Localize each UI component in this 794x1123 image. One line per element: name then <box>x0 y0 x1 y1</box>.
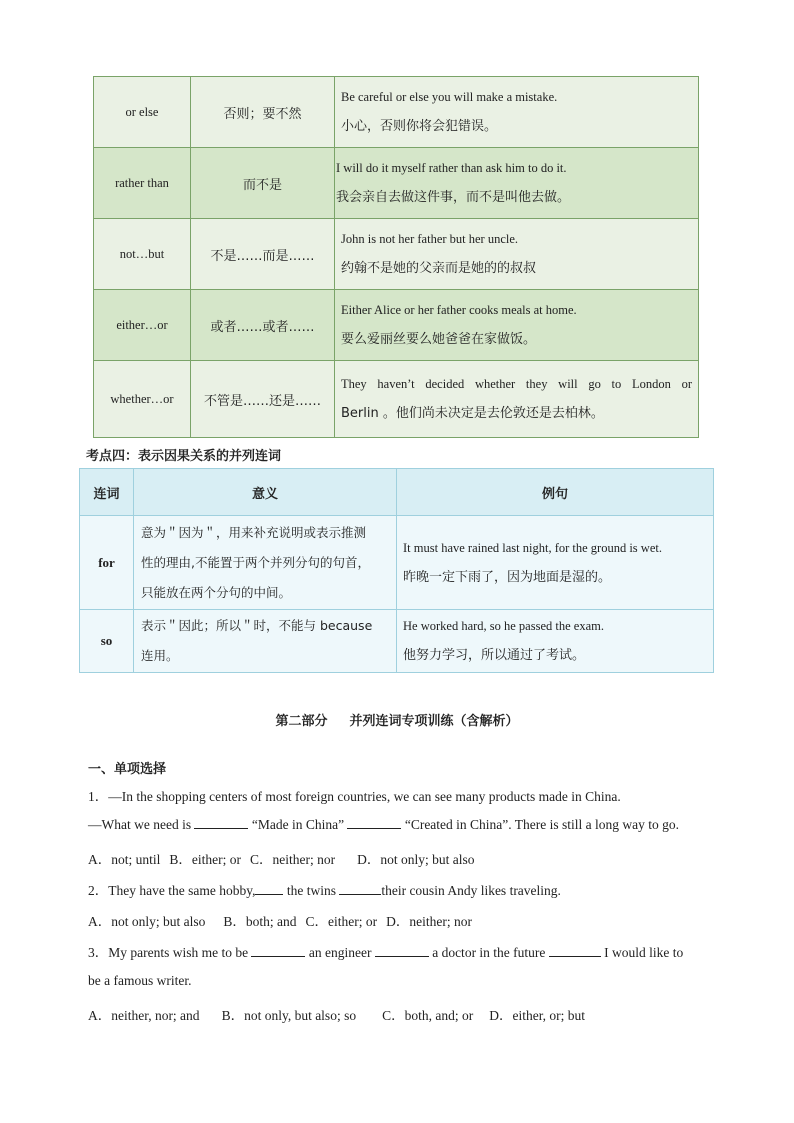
text: I would like to <box>600 945 684 960</box>
question-1-line2 <box>88 816 679 833</box>
meaning-cell: 而不是 <box>191 148 335 219</box>
conjunction-cell: either…or <box>94 290 191 361</box>
example-zh: 小心，否则你将会犯错误。 <box>341 119 498 134</box>
example-en: They haven’t decided whether they will go to London or <box>341 377 692 391</box>
option-a: A．neither, nor; and <box>88 1008 200 1023</box>
meaning-cell: 或者……或者…… <box>191 290 335 361</box>
option-a: A．not only; but also <box>88 914 206 929</box>
conjunction-cell: so <box>80 610 134 673</box>
example-zh: 昨晚一定下雨了，因为地面是湿的。 <box>403 569 612 585</box>
section-heading: 一、单项选择 <box>88 762 167 777</box>
answer-blank <box>251 944 305 957</box>
option-d: D．not only; but also <box>357 852 475 867</box>
option-b: B．not only, but also; so <box>221 1008 357 1023</box>
conjunction-cell: not…but <box>94 219 191 290</box>
meaning-cell <box>134 516 397 610</box>
text: 2．They have the same hobby, <box>88 883 256 898</box>
answer-blank <box>255 882 283 895</box>
conjunction-cell: for <box>80 516 134 610</box>
header-conjunction: 连词 <box>80 469 134 516</box>
option-c: C．both, and; or <box>382 1008 474 1023</box>
question-3-options <box>88 1004 585 1024</box>
example-cell <box>397 610 714 673</box>
table-row <box>80 610 714 673</box>
option-b: B．either; or <box>169 852 241 867</box>
answer-blank <box>347 816 401 829</box>
question-2-stem <box>88 879 561 899</box>
example-en: Be careful or else you will make a mistake. <box>341 90 558 104</box>
meaning-cell: 不管是……还是…… <box>191 361 335 438</box>
text: —What we need is <box>88 817 195 832</box>
meaning-cell: 否则；要不然 <box>191 77 335 148</box>
example-cell <box>335 290 699 361</box>
answer-blank <box>375 944 429 957</box>
example-cell <box>335 148 699 219</box>
part-label: 第二部分 <box>275 714 328 729</box>
answer-blank <box>549 944 601 957</box>
example-cell <box>397 516 714 610</box>
option-c: C．either; or <box>305 914 378 929</box>
example-en: John is not her father but her uncle. <box>341 232 519 246</box>
example-en: He worked hard, so he passed the exam. <box>403 619 604 633</box>
option-c: C．neither; nor <box>250 852 336 867</box>
question-2-options <box>88 910 472 930</box>
conjunction-table-2 <box>79 468 714 673</box>
text: “Created in China”. There is still a long way to go. <box>401 817 680 832</box>
meaning-line: 表示＂因此；所以＂时，不能与 because <box>141 618 373 633</box>
answer-blank <box>194 816 248 829</box>
part-title <box>0 710 794 729</box>
text: their cousin Andy likes traveling. <box>381 883 561 898</box>
meaning-cell: 不是……而是…… <box>191 219 335 290</box>
example-cell <box>335 77 699 148</box>
table-row <box>94 77 699 148</box>
header-meaning: 意义 <box>134 469 397 516</box>
answer-blank <box>339 882 381 895</box>
meaning-line: 连用。 <box>141 648 179 663</box>
example-zh: 他努力学习，所以通过了考试。 <box>403 648 586 663</box>
text: a doctor in the future <box>428 945 549 960</box>
table-row <box>80 516 714 610</box>
text: the twins <box>283 883 340 898</box>
table-header-row <box>80 469 714 516</box>
table-row <box>94 148 699 219</box>
text: 3．My parents wish me to be <box>88 945 252 960</box>
kaodian-heading: 考点四：表示因果关系的并列连词 <box>86 449 282 464</box>
meaning-line: 意为＂因为＂，用来补充说明或表示推测 <box>141 524 367 540</box>
example-zh: 要么爱丽丝要么她爸爸在家做饭。 <box>341 332 537 347</box>
table-row <box>94 219 699 290</box>
conjunction-table-1 <box>93 76 699 438</box>
part-subtitle: 并列连词专项训练（含解析） <box>349 714 519 729</box>
header-example: 例句 <box>397 469 714 516</box>
example-zh: Berlin 。他们尚未决定是去伦敦还是去柏林。 <box>341 406 604 421</box>
option-d: D．neither; nor <box>386 914 472 929</box>
example-en: Either Alice or her father cooks meals at home. <box>341 303 577 317</box>
example-en: I will do it myself rather than ask him to do it. <box>336 161 567 175</box>
example-zh: 我会亲自去做这件事，而不是叫他去做。 <box>336 190 571 205</box>
meaning-cell <box>134 610 397 673</box>
table-row <box>94 361 699 438</box>
conjunction-cell: whether…or <box>94 361 191 438</box>
question-1-options <box>88 848 474 868</box>
example-zh: 约翰不是她的父亲而是她的的叔叔 <box>341 261 537 276</box>
option-a: A．not; until <box>88 852 161 867</box>
option-b: B．both; and <box>223 914 297 929</box>
question-1-stem: 1．—In the shopping centers of most foreign countries, we can see many products made in China. <box>88 789 621 804</box>
example-cell <box>335 219 699 290</box>
text: an engineer <box>305 945 375 960</box>
conjunction-cell: or else <box>94 77 191 148</box>
table-row <box>94 290 699 361</box>
meaning-line: 只能放在两个分句的中间。 <box>141 584 292 600</box>
meaning-line: 性的理由,不能置于两个并列分句的句首， <box>141 554 370 570</box>
conjunction-cell: rather than <box>94 148 191 219</box>
example-en: It must have rained last night, for the ground is wet. <box>403 540 662 555</box>
text: “Made in China” <box>248 817 348 832</box>
option-d: D．either, or; but <box>489 1008 586 1023</box>
example-cell <box>335 361 699 438</box>
question-3-line2: be a famous writer. <box>88 973 192 988</box>
question-3-stem <box>88 941 683 961</box>
